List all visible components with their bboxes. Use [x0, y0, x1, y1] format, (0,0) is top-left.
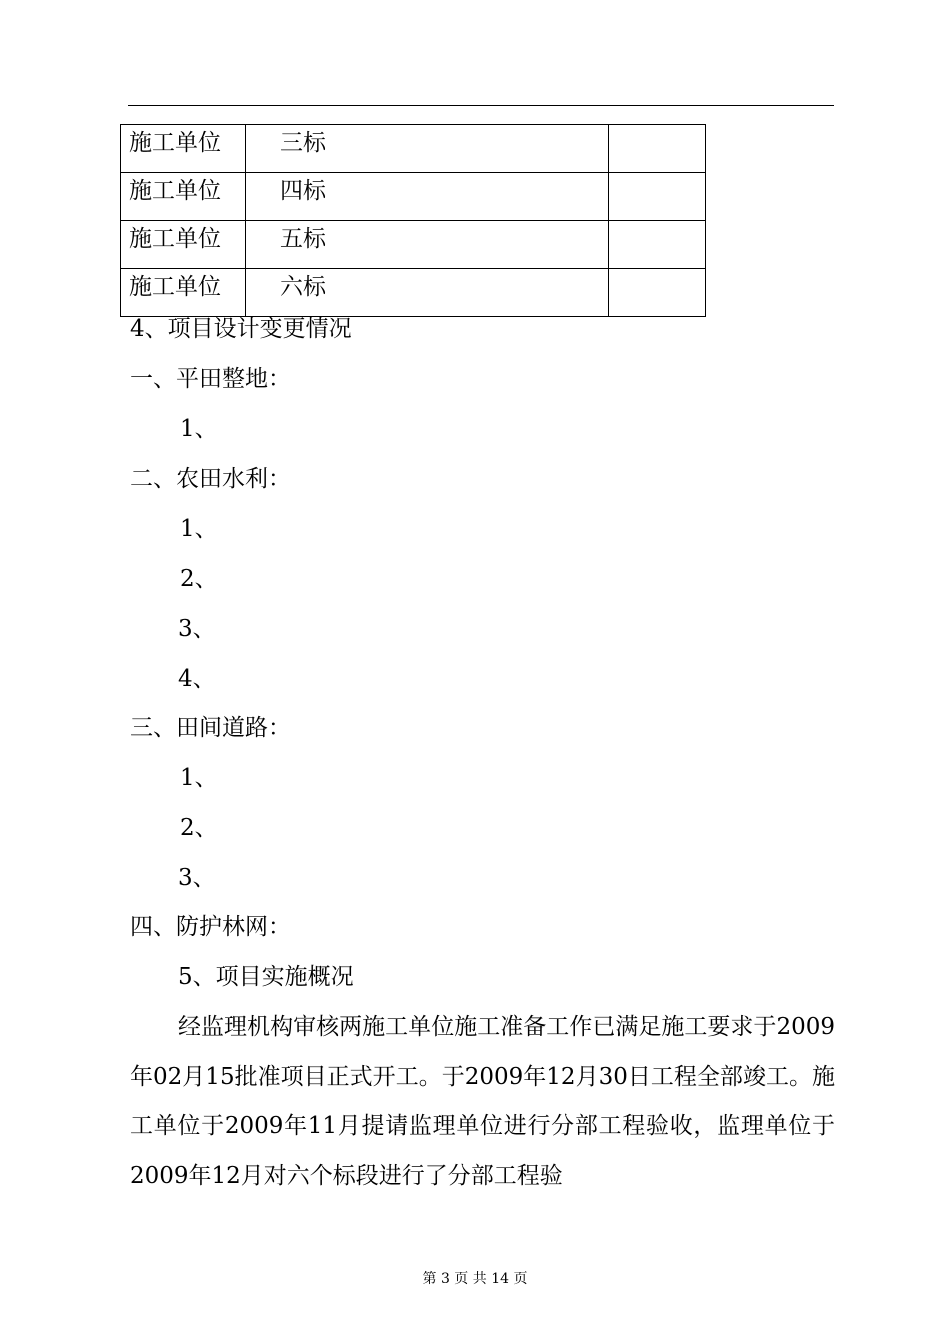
- list-item: 1、: [180, 416, 218, 442]
- section-cell: 六标: [246, 269, 609, 317]
- section-irrigation: 二、农田水利：: [130, 466, 291, 492]
- list-item: 4、: [178, 666, 216, 692]
- list-item: 3、: [178, 616, 216, 642]
- implementation-paragraph: 经监理机构审核两施工单位施工准备工作已满足施工要求于2009年02月15批准项目正式开工。于2009年12月30日工程全部竣工。施工单位于2009年11月提请监理单位进行分部工程验收，监理单位于2009年12月对六个标段进行了分部工程验: [130, 1014, 835, 1189]
- section-shelter-belt: 四、防护林网：: [130, 914, 291, 940]
- table-row: [121, 221, 706, 269]
- unit-label-cell: 施工单位: [121, 125, 246, 173]
- section-land-leveling: 一、平田整地：: [130, 366, 291, 392]
- header-rule: [128, 105, 834, 106]
- list-item: 2、: [180, 566, 218, 592]
- unit-label-cell: 施工单位: [121, 173, 246, 221]
- section-cell: 三标: [246, 125, 609, 173]
- list-item: 1、: [180, 765, 218, 791]
- section-field-roads: 三、田间道路：: [130, 715, 291, 741]
- section-cell: 四标: [246, 173, 609, 221]
- note-cell: [609, 221, 706, 269]
- section-cell: 五标: [246, 221, 609, 269]
- construction-units-table: [120, 124, 706, 317]
- table-row: [121, 173, 706, 221]
- list-item: 3、: [178, 865, 216, 891]
- page-number: 第 3 页 共 14 页: [422, 1271, 528, 1287]
- note-cell: [609, 173, 706, 221]
- note-cell: [609, 269, 706, 317]
- note-cell: [609, 125, 706, 173]
- list-item: 2、: [180, 815, 218, 841]
- table-row: [121, 125, 706, 173]
- heading-design-changes: 4、项目设计变更情况: [130, 316, 352, 342]
- heading-implementation: 5、项目实施概况: [178, 964, 354, 990]
- unit-label-cell: 施工单位: [121, 269, 246, 317]
- unit-label-cell: 施工单位: [121, 221, 246, 269]
- table-row: [121, 269, 706, 317]
- list-item: 1、: [180, 516, 218, 542]
